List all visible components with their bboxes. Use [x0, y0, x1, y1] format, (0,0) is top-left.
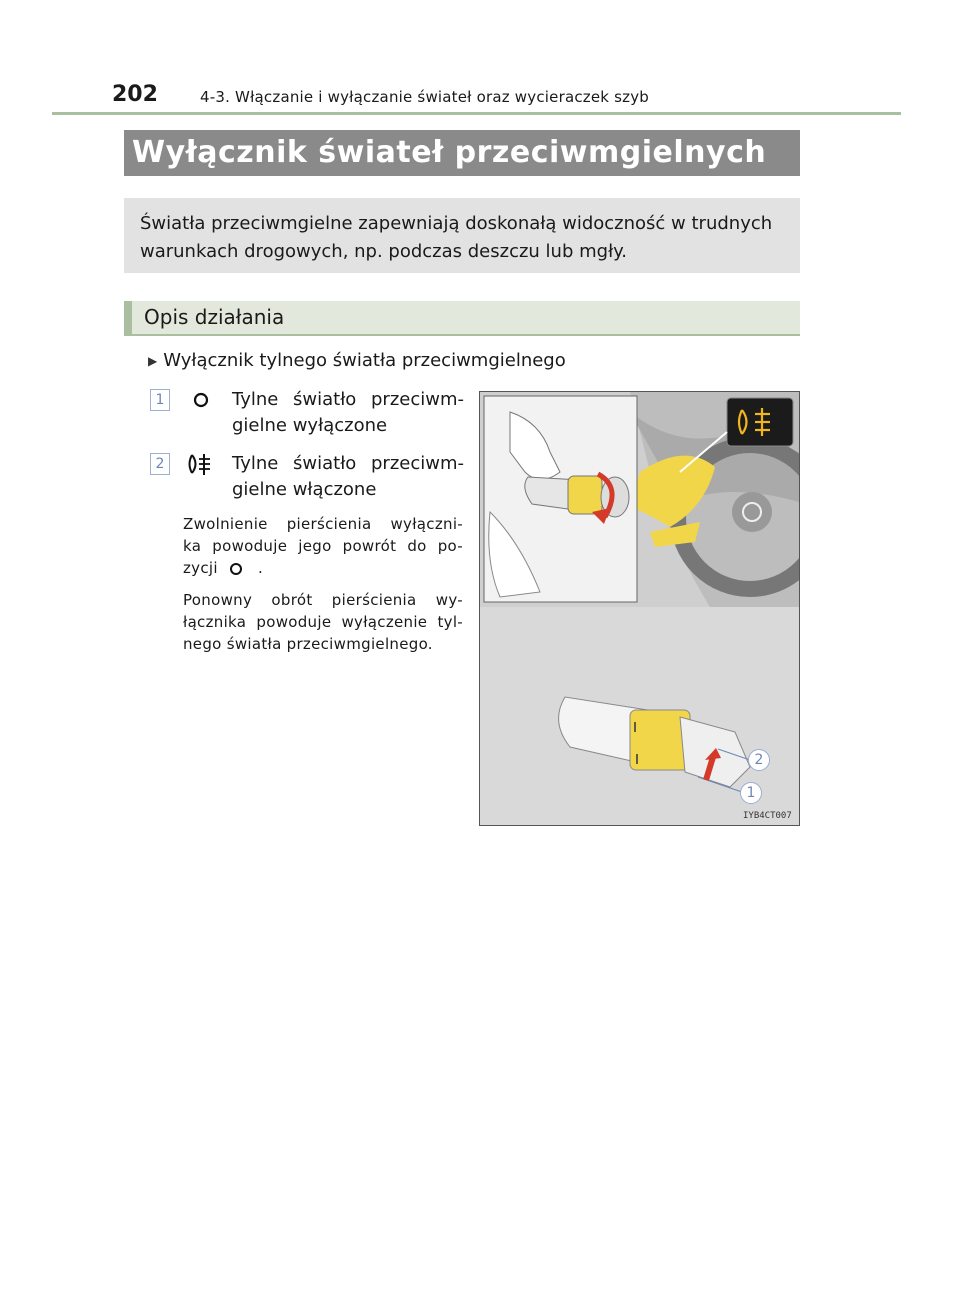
triangle-bullet-icon: ▶	[148, 353, 158, 368]
page-title: Wyłącznik świateł przeciwmgielnych	[124, 130, 800, 176]
note-1-line-1: Zwolnienie pierścienia wyłączni-	[183, 515, 463, 533]
bullet-text: Wyłącznik tylnego światła przeciwmgielnego	[163, 350, 566, 371]
off-icon	[191, 391, 211, 411]
note-2-line-2: łącznika powoduje wyłączenie tyl-	[183, 613, 463, 631]
figure-code: IYB4CT007	[743, 811, 792, 821]
note-2-line-1: Ponowny obrót pierścienia wy-	[183, 591, 463, 609]
off-position-icon	[223, 560, 253, 576]
item-number-1: 1	[150, 389, 170, 411]
note-1-line-3	[183, 557, 463, 579]
item-1-text	[232, 387, 464, 439]
note-1-period: .	[258, 559, 264, 577]
callout-1: 1	[740, 782, 762, 804]
item-number-2: 2	[150, 453, 170, 475]
rear-fog-light-icon	[186, 451, 214, 477]
note-release	[183, 513, 463, 579]
bullet-item	[148, 350, 566, 371]
item-2-line-1: Tylne światło przeciwm-	[232, 453, 464, 474]
note-rotate	[183, 589, 463, 655]
note-1-line-2: ka powoduje jego powrót do po-	[183, 537, 463, 555]
header-rule	[52, 112, 901, 115]
section-heading: Opis działania	[124, 301, 800, 336]
note-2-line-3: nego światła przeciwmgielnego.	[183, 635, 433, 653]
item-1-line-1: Tylne światło przeciwm-	[232, 389, 464, 410]
intro-line-1: Światła przeciwmgielne zapewniają doskonałą widoczność w trudnych	[140, 213, 773, 234]
intro-line-2: warunkach drogowych, np. podczas deszczu lub mgły.	[140, 241, 627, 262]
item-2-text	[232, 451, 464, 503]
item-1-line-2: gielne wyłączone	[232, 415, 388, 436]
item-2-line-2: gielne włączone	[232, 479, 377, 500]
note-1-line-3-text: zycji	[183, 559, 218, 577]
page-number: 202	[112, 82, 158, 107]
intro-box	[124, 198, 800, 273]
running-head: 4-3. Włączanie i wyłączanie świateł oraz wycieraczek szyb	[200, 88, 650, 106]
switch-illustration	[479, 391, 800, 826]
callout-2: 2	[748, 749, 770, 771]
